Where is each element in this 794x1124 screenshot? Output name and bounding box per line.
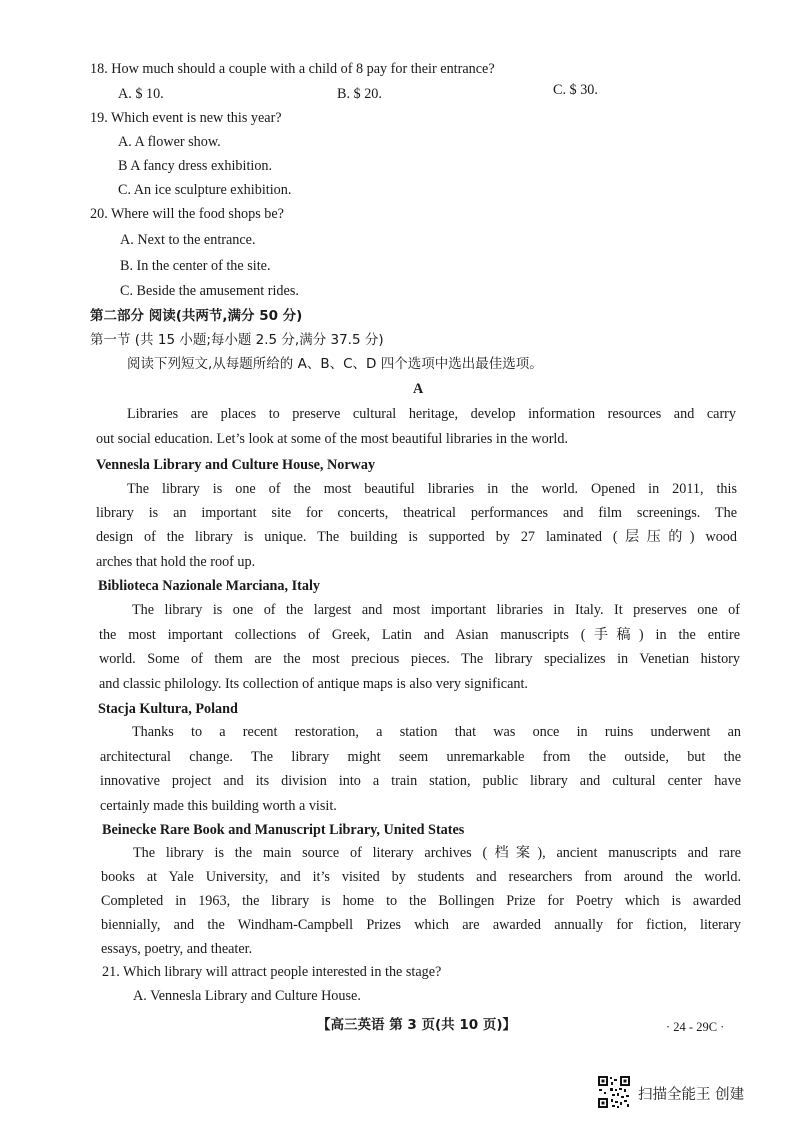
marciana-line-1: The library is one of the largest and most important libraries in Italy. It preserves one of <box>132 602 740 618</box>
intro-line-2: out social education. Let’s look at some of the most beautiful libraries in the world. <box>96 431 569 447</box>
marciana-line-2: the most important collections of Greek, Latin and Asian manuscripts (手稿) in the entire <box>99 627 740 643</box>
question-20-option-b: B. In the center of the site. <box>120 258 271 274</box>
question-19-option-c: C. An ice sculpture exhibition. <box>118 182 292 198</box>
footer-code: · 24 - 29C · <box>666 1020 725 1034</box>
stacja-line-3: innovative project and its division into a train station, public library and cultural center have <box>100 773 741 789</box>
question-20-option-c: C. Beside the amusement rides. <box>120 283 299 299</box>
marciana-line-3: world. Some of them are the most precious pieces. The library specializes in Venetian history <box>99 651 740 667</box>
part2-heading: 第二部分 阅读(共两节,满分 50 分) <box>90 308 303 324</box>
question-19-stem: 19. Which event is new this year? <box>90 110 282 126</box>
vennesla-line-1: The library is one of the most beautiful libraries in the world. Opened in 2011, this <box>127 481 737 497</box>
question-18-option-b: B. $ 20. <box>337 86 382 102</box>
question-20-stem: 20. Where will the food shops be? <box>90 206 284 222</box>
stacja-line-1: Thanks to a recent restoration, a station that was once in ruins underwent an <box>132 724 741 740</box>
question-19-option-a: A. A flower show. <box>118 134 221 150</box>
beinecke-line-4: biennially, and the Windham-Campbell Prizes which are awarded annually for fiction, literary <box>101 917 741 933</box>
beinecke-line-1: The library is the main source of literary archives (档案), ancient manuscripts and rare <box>133 845 741 861</box>
intro-line-1: Libraries are places to preserve cultural heritage, develop information resources and carry <box>127 406 736 422</box>
marciana-line-4: and classic philology. Its collection of antique maps is also very significant. <box>99 676 528 692</box>
scanner-watermark: 扫描全能王 创建 <box>638 1087 745 1103</box>
question-21-stem: 21. Which library will attract people interested in the stage? <box>102 964 442 980</box>
part2-section1: 第一节 (共 15 小题;每小题 2.5 分,满分 37.5 分) <box>90 332 384 348</box>
question-18-option-c: C. $ 30. <box>553 82 598 98</box>
library-title-vennesla: Vennesla Library and Culture House, Norway <box>96 457 376 473</box>
question-21-option-a: A. Vennesla Library and Culture House. <box>133 988 361 1004</box>
vennesla-line-3: design of the library is unique. The building is supported by 27 laminated (层压的) wood <box>96 529 737 545</box>
vennesla-line-2: library is an important site for concerts, theatrical performances and film screenings. The <box>96 505 737 521</box>
question-18-option-a: A. $ 10. <box>118 86 164 102</box>
part2-instruction: 阅读下列短文,从每题所给的 A、B、C、D 四个选项中选出最佳选项。 <box>127 356 543 372</box>
vennesla-line-4: arches that hold the roof up. <box>96 554 256 570</box>
beinecke-line-3: Completed in 1963, the library is home to the Bollingen Prize for Poetry which is awarded <box>101 893 741 909</box>
question-18-stem: 18. How much should a couple with a child of 8 pay for their entrance? <box>90 61 495 77</box>
beinecke-line-2: books at Yale University, and it’s visited by students and researchers from around the world. <box>101 869 741 885</box>
qr-code-icon <box>597 1075 631 1109</box>
library-title-marciana: Biblioteca Nazionale Marciana, Italy <box>98 578 320 594</box>
library-title-stacja: Stacja Kultura, Poland <box>98 701 238 717</box>
beinecke-line-5: essays, poetry, and theater. <box>101 941 253 957</box>
stacja-line-2: architectural change. The library might seem unremarkable from the outside, but the <box>100 749 741 765</box>
footer-page-label: 【高三英语 第 3 页(共 10 页)】 <box>317 1017 517 1033</box>
library-title-beinecke: Beinecke Rare Book and Manuscript Library, United States <box>102 822 465 838</box>
question-20-option-a: A. Next to the entrance. <box>120 232 256 248</box>
question-19-option-b: B A fancy dress exhibition. <box>118 158 273 174</box>
stacja-line-4: certainly made this building worth a visit. <box>100 798 337 814</box>
passage-letter: A <box>413 381 424 397</box>
